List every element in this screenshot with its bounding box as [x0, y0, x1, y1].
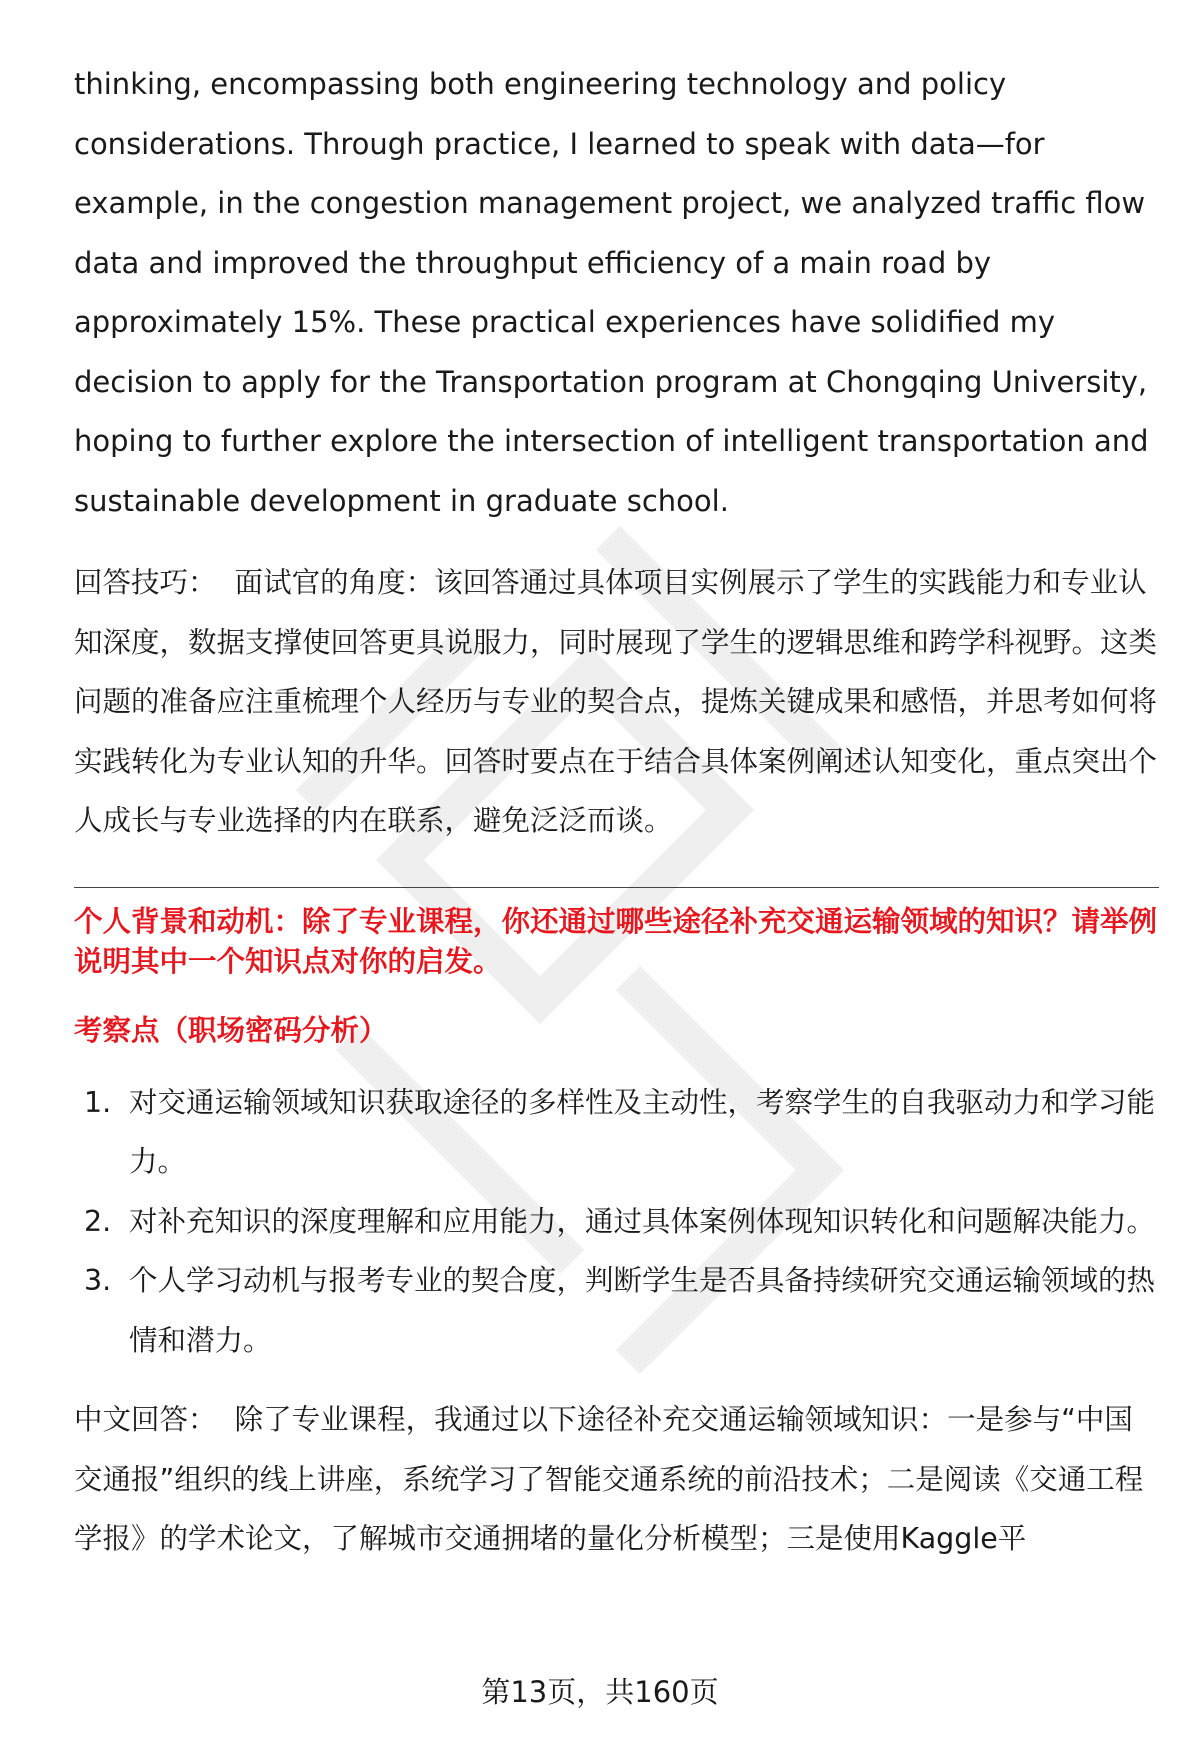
assessment-item-number: 1.	[84, 1085, 112, 1119]
interview-question: 个人背景和动机：除了专业课程，你还通过哪些途径补充交通运输领域的知识？请举例说明其中一个知识点对你的启发。	[74, 904, 1158, 978]
page-number-footer: 第13页，共160页	[481, 1675, 719, 1709]
answer-tips-text: 面试官的角度：该回答通过具体项目实例展示了学生的实践能力和专业认知深度，数据支撑使回答更具说服力，同时展现了学生的逻辑思维和跨学科视野。这类问题的准备应注重梳理个人经历与专业的契合点，提炼关键成果和感悟，并思考如何将实践转化为专业认知的升华。回答时要点在于结合具体案例阐述认知变化，重点突出个人成长与专业选择的内在联系，避免泛泛而谈。	[74, 566, 1158, 837]
answer-tips	[74, 553, 1159, 851]
assessment-list	[74, 1073, 1159, 1371]
assessment-item-number: 3.	[84, 1264, 112, 1297]
english-answer-tail: thinking, encompassing both engineering technology and policy considerations. Through practice, I learned to speak with data—for example, in the congestion management project, we analyzed traffic flow data and improved the throughput efficiency of a main road by approximately 15%. These practical experiences have solidified my decision to apply for the Transportation program at Chongqing University, hoping to further explore the intersection of intelligent transportation and sustainable development in graduate school.	[74, 67, 1149, 518]
assessment-heading: 考察点（职场密码分析）	[74, 1013, 388, 1047]
assessment-item	[74, 1073, 1159, 1192]
assessment-item-number: 2.	[84, 1204, 112, 1238]
assessment-item	[74, 1251, 1159, 1370]
page-content	[74, 55, 1159, 1569]
answer-tips-label: 回答技巧：	[74, 566, 217, 599]
assessment-item	[74, 1192, 1159, 1252]
assessment-item-text: 个人学习动机与报考专业的契合度，判断学生是否具备持续研究交通运输领域的热情和潜力。	[129, 1264, 1156, 1357]
chinese-answer	[74, 1390, 1159, 1569]
assessment-item-text: 对补充知识的深度理解和应用能力，通过具体案例体现知识转化和问题解决能力。	[129, 1204, 1156, 1238]
assessment-item-text: 对交通运输领域知识获取途径的多样性及主动性，考察学生的自我驱动力和学习能力。	[129, 1085, 1156, 1178]
chinese-answer-label: 中文回答：	[74, 1403, 217, 1436]
section-divider	[74, 887, 1159, 888]
chinese-answer-text: 除了专业课程，我通过以下途径补充交通运输领域知识：一是参与“中国交通报”组织的线上讲座，系统学习了智能交通系统的前沿技术；二是阅读《交通工程学报》的学术论文，了解城市交通拥堵的量化分析模型；三是使用Kaggle平	[74, 1403, 1144, 1555]
